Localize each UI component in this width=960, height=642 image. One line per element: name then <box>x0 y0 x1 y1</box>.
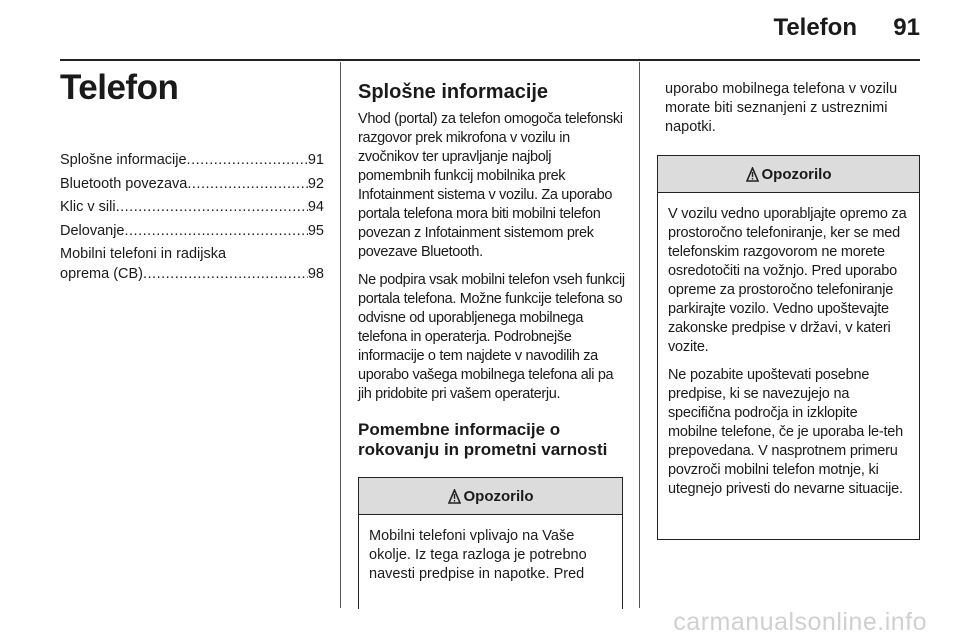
toc-label: Delovanje <box>60 222 125 239</box>
table-of-contents <box>60 150 324 288</box>
warning-text: V vozilu vedno uporabljajte opremo za prostoročno telefoniranje, ker se med telefonskim razgovorom ne morete osredotočiti na vožnjo. Pred uporabo opreme za prostoročno telefoniranje parkirajte vozilo. Vedno upoštevajte zakonske predpise v državi, v kateri vozite. <box>668 206 907 355</box>
section-heading: Pomembne informacije o rokovanju in prometni varnosti <box>358 420 608 459</box>
warning-text: Ne pozabite upoštevati posebne predpise, ki se navezujejo na specifična področja in izklopite mobilne telefone, če je uporaba le-teh prepovedana. V nasprotnem primeru povzroči mobilni telefon motnje, ki utegnejo privesti do nevarne situacije. <box>668 367 904 497</box>
warning-header <box>658 156 919 193</box>
column-divider-left <box>340 62 341 608</box>
header-title: Telefon <box>773 14 857 41</box>
toc-leader <box>116 197 308 217</box>
toc-label: Splošne informacije <box>60 152 187 168</box>
chapter-title: Telefon <box>60 68 179 107</box>
toc-entry[interactable] <box>60 244 324 284</box>
page-number: 91 <box>893 14 920 41</box>
warning-title: Opozorilo <box>761 165 832 183</box>
middle-column <box>358 80 626 468</box>
toc-label: Mobilni telefoni in radijska <box>60 246 227 262</box>
toc-entry[interactable] <box>60 150 324 170</box>
warning-text: Mobilni telefoni vplivajo na Vaše okolje. Iz tega razloga je potrebno navesti predpise in napotke. Pred <box>369 528 587 582</box>
toc-page: 91 <box>307 152 324 168</box>
toc-leader <box>187 150 308 170</box>
warning-box <box>657 155 920 540</box>
watermark: carmanualsonline.info <box>673 608 927 636</box>
warning-box <box>358 477 623 609</box>
toc-label: oprema (CB) <box>60 266 143 282</box>
warning-icon <box>746 167 759 182</box>
paragraph: Ne podpira vsak mobilni telefon vseh funkcij portala telefona. Možne funkcije telefona so odvisne od uporabljenega mobilnega telefona in operaterja. Podrobnejše informacije o tem najdete v navodilih za uporabo vašega mobilnega telefona ali pa jih pridobite pri vašem operaterju. <box>358 272 625 402</box>
column-divider-right <box>639 62 640 608</box>
toc-leader <box>125 221 308 241</box>
toc-entry[interactable] <box>60 197 324 217</box>
toc-entry[interactable] <box>60 221 324 241</box>
header-rule <box>60 59 920 61</box>
warning-header <box>359 478 622 515</box>
toc-leader <box>187 174 307 194</box>
toc-page: 92 <box>307 175 324 192</box>
toc-label: Bluetooth povezava <box>60 175 188 192</box>
toc-leader <box>143 264 308 284</box>
warning-title: Opozorilo <box>463 487 534 505</box>
toc-page: 98 <box>307 266 324 282</box>
warning-icon <box>448 489 461 504</box>
paragraph: Vhod (portal) za telefon omogoča telefonski razgovor prek mikrofona v vozilu in zvočnikov ter upravljanje najbolj pomembnih funkcij mobilnika prek Infotainment sistema v vozilu. Za uporabo portala telefona mora biti mobilni telefon povezan z Infotainment sistemom prek povezave Bluetooth. <box>358 111 623 260</box>
toc-label: Klic v sili <box>60 199 116 215</box>
toc-page: 95 <box>307 222 324 239</box>
section-heading: Splošne informacije <box>358 81 549 103</box>
continuation-text: uporabo mobilnega telefona v vozilu morate biti seznanjeni z ustreznimi napotki. <box>665 81 898 135</box>
toc-entry[interactable] <box>60 174 324 194</box>
toc-page: 94 <box>307 199 324 215</box>
